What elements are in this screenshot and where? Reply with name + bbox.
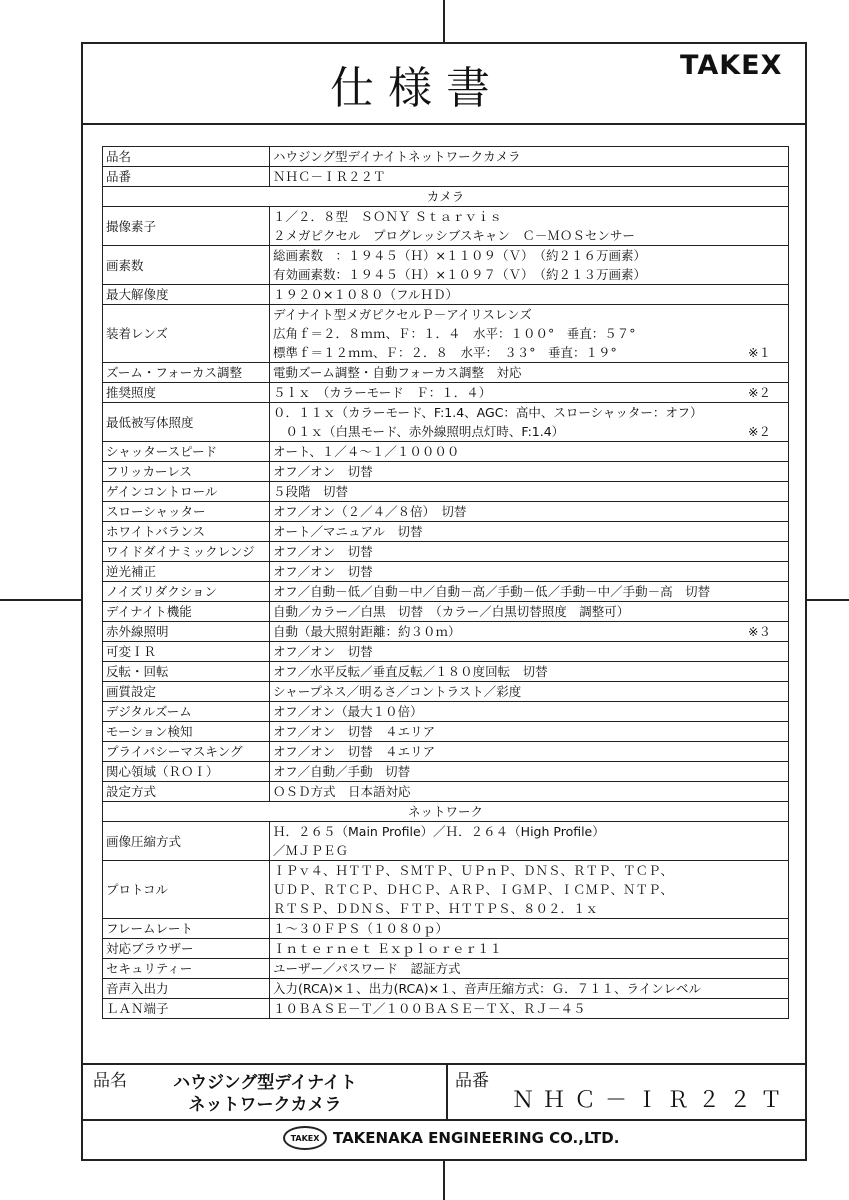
spec-row: [103, 762, 789, 782]
spec-footnote-ref: [771, 722, 785, 741]
spec-value: [270, 702, 789, 722]
spec-footnote-ref: [771, 642, 785, 661]
spec-value-line: [273, 522, 785, 541]
spec-value-text: ＲＴＳＰ、ＤＤＮＳ、ＦＴＰ、ＨＴＴＰＳ、８０２．１ｘ: [273, 901, 599, 916]
spec-value-text: ０１ｘ（白黒モード、赤外線照明点灯時、F:1.4）: [273, 424, 565, 439]
spec-value-line: [273, 841, 785, 860]
spec-row: [103, 919, 789, 939]
spec-footnote-ref: [771, 841, 785, 860]
spec-label: 装着レンズ: [103, 305, 270, 363]
spec-value-line: [273, 502, 785, 521]
spec-value-line: [273, 324, 785, 343]
spec-row: [103, 999, 789, 1019]
footer-company-divider: [81, 1119, 807, 1121]
spec-value: [270, 502, 789, 522]
spec-value-text: オフ／オン（最大１０倍）: [273, 704, 423, 719]
registration-mark-left: [0, 599, 81, 601]
spec-value-text: オフ／オン 切替 ４エリア: [273, 744, 436, 759]
spec-value-line: [273, 383, 785, 402]
spec-value: [270, 462, 789, 482]
footer-product-name-line1: ハウジング型デイナイト: [173, 1073, 357, 1093]
spec-value-line: [273, 207, 785, 226]
spec-footnote-ref: [771, 979, 785, 998]
spec-value-line: [273, 682, 785, 701]
spec-footnote-ref: [771, 919, 785, 938]
footer-name-label: 品名: [93, 1071, 127, 1091]
spec-value: [270, 403, 789, 442]
spec-row: [103, 562, 789, 582]
footer-product-code: ＮＨＣ－ＩＲ２２Ｔ: [512, 1088, 792, 1113]
spec-footnote-ref: [771, 762, 785, 781]
spec-value: [270, 383, 789, 403]
spec-value-text: １９２０×１０８０（フルＨＤ）: [273, 287, 458, 302]
spec-value-line: [273, 482, 785, 501]
spec-value: [270, 622, 789, 642]
spec-row: [103, 861, 789, 919]
spec-label: デイナイト機能: [103, 602, 270, 622]
spec-row: [103, 622, 789, 642]
spec-value: [270, 147, 789, 167]
spec-value: [270, 999, 789, 1019]
spec-label: プロトコル: [103, 861, 270, 919]
spec-label: フレームレート: [103, 919, 270, 939]
spec-footnote-ref: [771, 582, 785, 601]
spec-value-line: [273, 742, 785, 761]
spec-value-text: Ｉｎｔｅｒｎｅｔ Ｅｘｐｌｏｒｅｒ１１: [273, 941, 502, 956]
spec-value: [270, 246, 789, 285]
spec-value-line: [273, 662, 785, 681]
spec-label: 品番: [103, 167, 270, 187]
footer-divider: [81, 1063, 807, 1065]
spec-value-text: オフ／オン 切替: [273, 644, 373, 659]
spec-value-text: 入力(RCA)×１、出力(RCA)×１、音声圧縮方式：Ｇ．７１１、ラインレベル: [273, 981, 701, 996]
spec-label: ノイズリダクション: [103, 582, 270, 602]
spec-footnote-ref: [771, 207, 785, 226]
registration-mark-bottom: [443, 1161, 445, 1200]
footer-product-name: [150, 1072, 380, 1116]
spec-row: [103, 502, 789, 522]
spec-value-text: 有効画素数：１９４５（Ｈ）×１０９７（Ｖ） （約２１３万画素）: [273, 267, 646, 282]
spec-value-line: [273, 305, 785, 324]
spec-value-line: [273, 462, 785, 481]
spec-row: [103, 383, 789, 403]
spec-footnote-ref: ※３: [748, 624, 771, 639]
spec-value: [270, 522, 789, 542]
spec-label: プライバシーマスキング: [103, 742, 270, 762]
spec-row: [103, 285, 789, 305]
spec-row: [103, 939, 789, 959]
spec-footnote-ref: [771, 861, 785, 880]
spec-footnote-ref: [771, 939, 785, 958]
spec-value-line: [273, 861, 785, 880]
spec-label: デジタルズーム: [103, 702, 270, 722]
company-logo-mark: TAKEX: [283, 1126, 327, 1150]
footer-column-divider: [446, 1063, 448, 1119]
spec-label: セキュリティー: [103, 959, 270, 979]
spec-value-text: Ｈ．２６５（Main Profile）／Ｈ．２６４（High Profile）: [273, 824, 605, 839]
spec-row: [103, 702, 789, 722]
spec-row: [103, 642, 789, 662]
spec-row: [103, 462, 789, 482]
spec-row: [103, 363, 789, 383]
spec-table: [102, 146, 789, 1019]
spec-footnote-ref: [771, 265, 785, 284]
spec-row: [103, 979, 789, 999]
brand-logo: TAKEX: [680, 50, 783, 81]
spec-section-heading: カメラ: [103, 187, 789, 207]
spec-value-line: [273, 363, 785, 382]
spec-footnote-ref: [771, 324, 785, 343]
spec-value: [270, 762, 789, 782]
spec-label: ゲインコントロール: [103, 482, 270, 502]
spec-label: 画像圧縮方式: [103, 822, 270, 861]
spec-value: [270, 363, 789, 383]
spec-value-text: シャープネス／明るさ／コントラスト／彩度: [273, 684, 522, 699]
spec-footnote-ref: [771, 999, 785, 1018]
spec-row: [103, 782, 789, 802]
spec-label: モーション検知: [103, 722, 270, 742]
spec-label: 最大解像度: [103, 285, 270, 305]
spec-value-text: オフ／オン 切替 ４エリア: [273, 724, 436, 739]
spec-footnote-ref: [771, 246, 785, 265]
spec-label: 推奨照度: [103, 383, 270, 403]
spec-footnote-ref: [771, 522, 785, 541]
spec-footnote-ref: [771, 363, 785, 382]
spec-value-text: ＮＨＣ－ＩＲ２２Ｔ: [273, 169, 386, 184]
spec-label: ズーム・フォーカス調整: [103, 363, 270, 383]
spec-value-line: [273, 562, 785, 581]
header-divider: [81, 123, 807, 125]
document-title: 仕様書: [330, 63, 504, 114]
spec-row: [103, 482, 789, 502]
spec-value-line: [273, 622, 785, 641]
spec-footnote-ref: ※２: [748, 385, 771, 400]
spec-value: [270, 919, 789, 939]
spec-value-line: [273, 422, 785, 441]
spec-footnote-ref: [771, 880, 785, 899]
spec-footnote-ref: [771, 682, 785, 701]
spec-value-line: [273, 226, 785, 245]
spec-value: [270, 542, 789, 562]
spec-footnote-ref: [771, 602, 785, 621]
spec-row: [103, 246, 789, 285]
spec-value-line: [273, 343, 785, 362]
spec-label: 音声入出力: [103, 979, 270, 999]
spec-row: [103, 722, 789, 742]
spec-value-text: 電動ズーム調整・自動フォーカス調整 対応: [273, 365, 522, 380]
spec-label: スローシャッター: [103, 502, 270, 522]
spec-footnote-ref: [771, 462, 785, 481]
spec-value-text: ユーザー／パスワード 認証方式: [273, 961, 461, 976]
spec-section-row: [103, 802, 789, 822]
spec-label: 逆光補正: [103, 562, 270, 582]
spec-footnote-ref: [771, 167, 785, 186]
registration-mark-top: [443, 0, 445, 42]
spec-row: [103, 822, 789, 861]
spec-value: [270, 861, 789, 919]
spec-value: [270, 979, 789, 999]
spec-value-line: [273, 822, 785, 841]
spec-value-line: [273, 899, 785, 918]
spec-footnote-ref: [771, 959, 785, 978]
spec-footnote-ref: [771, 502, 785, 521]
spec-footnote-ref: [771, 482, 785, 501]
spec-row: [103, 147, 789, 167]
spec-value: [270, 602, 789, 622]
spec-label: 最低被写体照度: [103, 403, 270, 442]
spec-value: [270, 305, 789, 363]
spec-label: ＬＡＮ端子: [103, 999, 270, 1019]
spec-row: [103, 403, 789, 442]
spec-footnote-ref: [771, 226, 785, 245]
spec-row: [103, 582, 789, 602]
spec-row: [103, 167, 789, 187]
spec-footnote-ref: [771, 782, 785, 801]
spec-value: [270, 939, 789, 959]
spec-row: [103, 207, 789, 246]
spec-label: 関心領域（ＲＯＩ）: [103, 762, 270, 782]
spec-label: 画質設定: [103, 682, 270, 702]
spec-footnote-ref: [771, 442, 785, 461]
spec-value-line: [273, 246, 785, 265]
spec-value-text: １０ＢＡＳＥ－Ｔ／１００ＢＡＳＥ－ＴＸ、ＲＪ－４５: [273, 1001, 586, 1016]
spec-value: [270, 722, 789, 742]
spec-value-line: [273, 979, 785, 998]
spec-row: [103, 662, 789, 682]
spec-footnote-ref: [771, 542, 785, 561]
spec-label: シャッタースピード: [103, 442, 270, 462]
spec-value-text: ＵＤＰ、ＲＴＣＰ、ＤＨＣＰ、ＡＲＰ、ＩＧＭＰ、ＩＣＭＰ、ＮＴＰ、: [273, 882, 674, 897]
spec-value-text: ハウジング型デイナイトネットワークカメラ: [273, 149, 521, 164]
spec-value-text: ＯＳＤ方式 日本語対応: [273, 784, 411, 799]
spec-footnote-ref: [771, 899, 785, 918]
spec-row: [103, 602, 789, 622]
spec-value-text: ／ＭＪＰＥＧ: [273, 843, 349, 858]
spec-value-text: オフ／オン 切替: [273, 564, 373, 579]
spec-value-line: [273, 542, 785, 561]
spec-row: [103, 959, 789, 979]
spec-value-text: ５段階 切替: [273, 484, 349, 499]
spec-value: [270, 959, 789, 979]
spec-value: [270, 207, 789, 246]
spec-section-heading: ネットワーク: [103, 802, 789, 822]
spec-footnote-ref: ※１: [748, 345, 771, 360]
spec-footnote-ref: [771, 403, 785, 422]
spec-value-text: オフ／オン 切替: [273, 544, 373, 559]
spec-value-text: 標準ｆ＝１２ｍｍ、Ｆ：２．８ 水平： ３３° 垂直：１９°: [273, 345, 617, 360]
spec-value-line: [273, 782, 785, 801]
spec-footnote-ref: [771, 742, 785, 761]
spec-label: 設定方式: [103, 782, 270, 802]
footer-product-name-line2: ネットワークカメラ: [188, 1095, 342, 1115]
spec-value-text: オート、１／４～１／１００００: [273, 444, 460, 459]
spec-footnote-ref: [771, 822, 785, 841]
spec-row: [103, 542, 789, 562]
spec-label: 品名: [103, 147, 270, 167]
spec-value-line: [273, 265, 785, 284]
spec-value: [270, 285, 789, 305]
spec-value-text: 広角ｆ＝２．８ｍｍ、Ｆ：１．４ 水平：１００° 垂直：５７°: [273, 326, 636, 341]
spec-value-text: １／２．８型 ＳＯＮＹ Ｓｔａｒｖｉｓ: [273, 209, 502, 224]
spec-value-line: [273, 722, 785, 741]
spec-value-text: ５ｌｘ （カラーモード Ｆ：１．４）: [273, 385, 492, 400]
spec-value: [270, 582, 789, 602]
spec-value-line: [273, 880, 785, 899]
spec-value: [270, 742, 789, 762]
spec-value-text: ０．１１ｘ（カラーモード、F:1.4、AGC：高中、スローシャッター：オフ）: [273, 405, 703, 420]
spec-value-text: 自動（最大照射距離：約３０ｍ）: [273, 624, 461, 639]
spec-value-line: [273, 919, 785, 938]
spec-value-line: [273, 147, 785, 166]
spec-value-line: [273, 642, 785, 661]
spec-value-text: オフ／自動／手動 切替: [273, 764, 411, 779]
spec-value: [270, 442, 789, 462]
spec-value: [270, 642, 789, 662]
spec-value-text: １～３０ＦＰＳ（１０８０ｐ）: [273, 921, 449, 936]
spec-value-line: [273, 959, 785, 978]
spec-value-line: [273, 442, 785, 461]
spec-row: [103, 522, 789, 542]
spec-label: ホワイトバランス: [103, 522, 270, 542]
spec-label: 撮像素子: [103, 207, 270, 246]
spec-value: [270, 782, 789, 802]
spec-footnote-ref: [771, 662, 785, 681]
spec-row: [103, 442, 789, 462]
spec-label: 赤外線照明: [103, 622, 270, 642]
spec-footnote-ref: ※２: [748, 424, 771, 439]
spec-value-text: デイナイト型メガピクセルＰ－アイリスレンズ: [273, 307, 532, 322]
spec-value-text: ２メガピクセル プログレッシブスキャン Ｃ－ＭＯＳセンサー: [273, 228, 635, 243]
spec-footnote-ref: [771, 702, 785, 721]
spec-value-line: [273, 285, 785, 304]
spec-value-text: オフ／自動－低／自動－中／自動－高／手動－低／手動－中／手動－高 切替: [273, 584, 711, 599]
spec-footnote-ref: [771, 285, 785, 304]
spec-label: 対応ブラウザー: [103, 939, 270, 959]
spec-value-line: [273, 702, 785, 721]
spec-value: [270, 822, 789, 861]
spec-label: 反転・回転: [103, 662, 270, 682]
spec-value-text: オフ／水平反転／垂直反転／１８０度回転 切替: [273, 664, 548, 679]
spec-label: 画素数: [103, 246, 270, 285]
spec-value: [270, 167, 789, 187]
spec-row: [103, 682, 789, 702]
spec-footnote-ref: [771, 147, 785, 166]
spec-section-row: [103, 187, 789, 207]
spec-label: フリッカーレス: [103, 462, 270, 482]
spec-label: 可変ＩＲ: [103, 642, 270, 662]
spec-value: [270, 482, 789, 502]
spec-value: [270, 562, 789, 582]
footer-code-label: 品番: [455, 1071, 489, 1091]
spec-value-text: オート／マニュアル 切替: [273, 524, 423, 539]
spec-label: ワイドダイナミックレンジ: [103, 542, 270, 562]
spec-value: [270, 682, 789, 702]
spec-value-line: [273, 403, 785, 422]
company-block: [283, 1126, 619, 1150]
company-name: TAKENAKA ENGINEERING CO.,LTD.: [333, 1129, 620, 1147]
spec-footnote-ref: [771, 562, 785, 581]
spec-value-text: オフ／オン（２／４／８倍） 切替: [273, 504, 467, 519]
spec-value-line: [273, 582, 785, 601]
spec-value-text: 総画素数 ：１９４５（Ｈ）×１１０９（Ｖ） （約２１６万画素）: [273, 248, 646, 263]
spec-row: [103, 742, 789, 762]
registration-mark-right: [807, 599, 849, 601]
spec-footnote-ref: [771, 305, 785, 324]
spec-row: [103, 305, 789, 363]
spec-value-line: [273, 999, 785, 1018]
spec-value-line: [273, 167, 785, 186]
spec-value: [270, 662, 789, 682]
spec-value-text: 自動／カラー／白黒 切替 （カラー／白黒切替照度 調整可）: [273, 604, 630, 619]
spec-value-line: [273, 762, 785, 781]
spec-value-line: [273, 939, 785, 958]
spec-value-line: [273, 602, 785, 621]
spec-value-text: ＩＰｖ４、ＨＴＴＰ、ＳＭＴＰ、ＵＰｎＰ、ＤＮＳ、ＲＴＰ、ＴＣＰ、: [273, 863, 674, 878]
spec-value-text: オフ／オン 切替: [273, 464, 373, 479]
